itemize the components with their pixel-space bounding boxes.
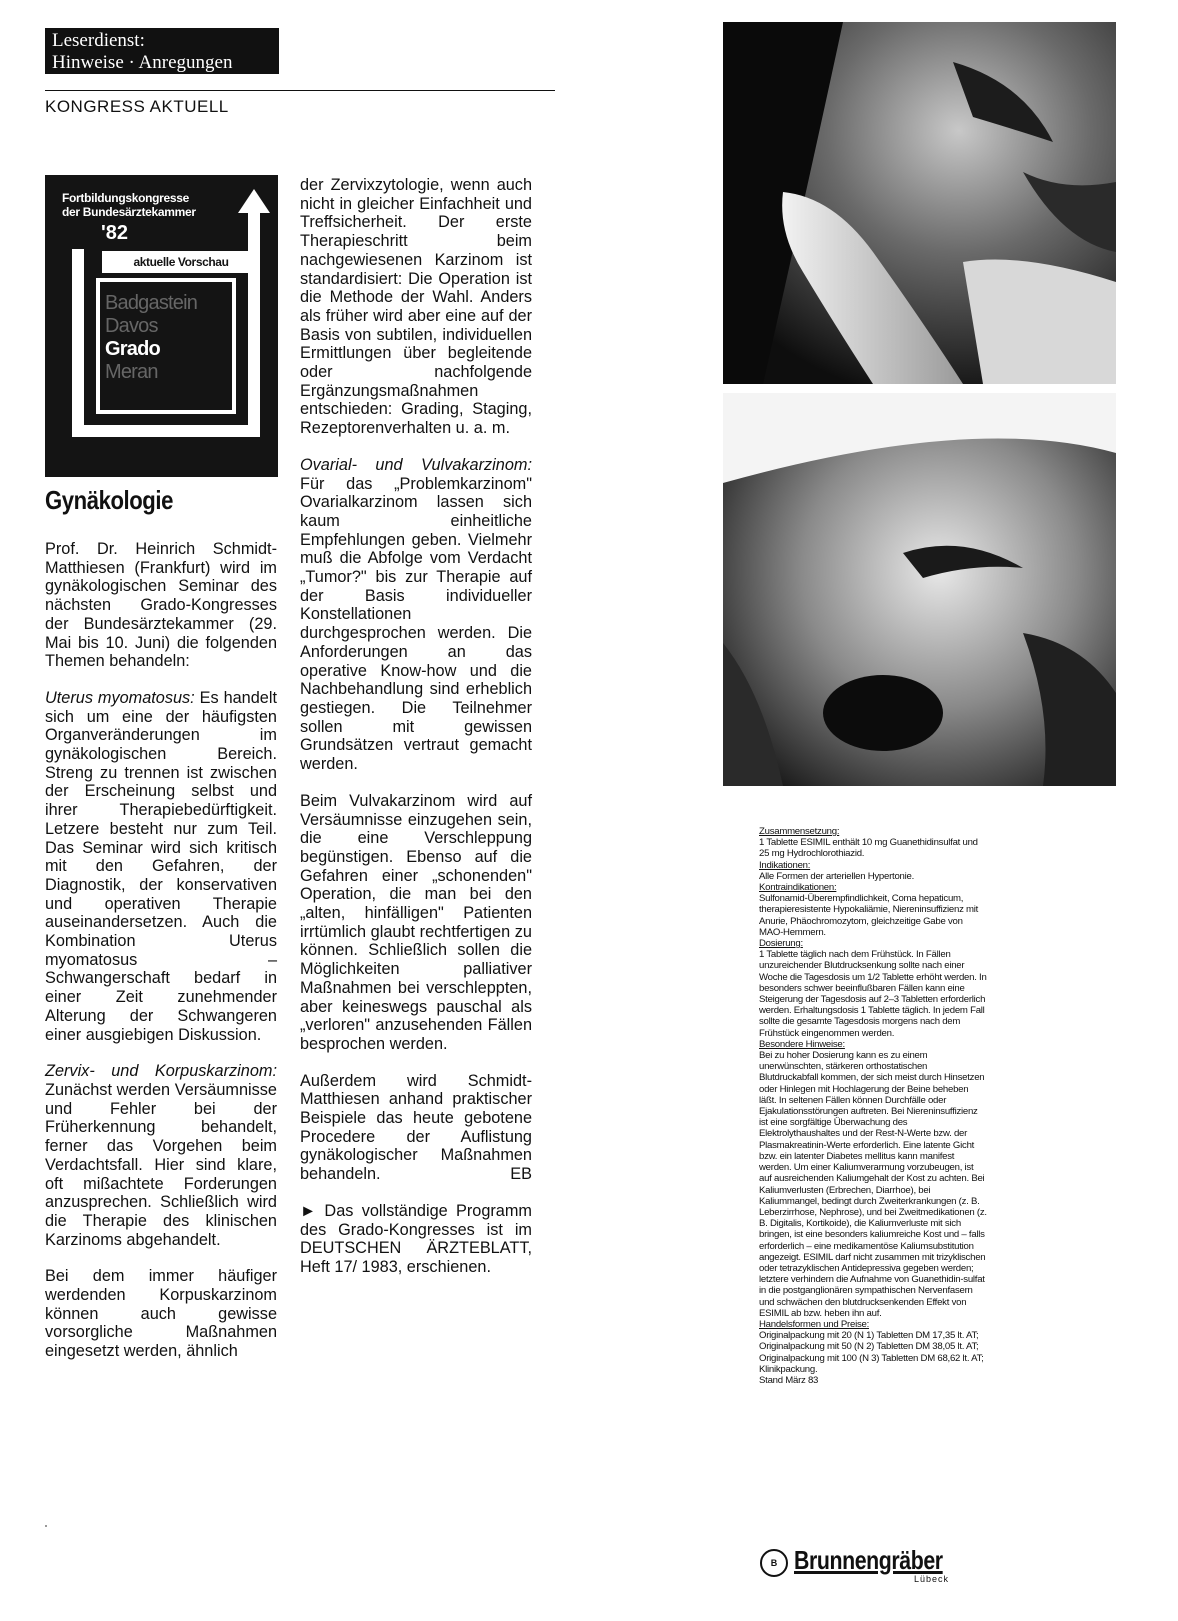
fact-body: 1 Tablette täglich nach dem Frühstück. In Fällen unzureichender Blutdrucksenkung sollte nach einer Woche die Tagesdosis um 1/2 Tablette erhöht werden. In besonders schwer beeinflußbaren Fällen kann eine Steigerung der Tagesdosis auf 2–3 Tabletten erforderlich werden. Erhaltungsdosis 1 Tablette täglich. In jedem Fall sollte die gesamte Tagesdosis morgens nach dem Frühstück eingenommen werden. xyxy=(759,949,987,1039)
page-mark xyxy=(45,1525,47,1527)
badge-line-2: Hinweise · Anregungen xyxy=(52,52,233,73)
paragraph: Prof. Dr. Heinrich Schmidt-Matthiesen (Frankfurt) wird im gynäkologischen Seminar des nächsten Grado-Kongresses der Bundesärztekammer (29. Mai bis 10. Juni) die folgenden Themen behandeln: xyxy=(45,540,277,671)
paragraph: Beim Vulvakarzinom wird auf Versäumnisse einzugehen sein, die eine Verschleppung begünstigen. Ebenso auf die Gefahren einer „schonenden" Operation, die man bei den „alten, hinfälligen" Patienten irrtümlich glaubt rechtfertigen zu können. Schließlich sollen die Möglichkeiten palliativer Maßnahmen bei verschleppten, aber keineswegs pauschal als „verloren" anzusehenden Fällen besprochen werden. xyxy=(300,791,532,1053)
fact-heading: Dosierung: xyxy=(759,938,803,950)
triangle-right-icon: ► xyxy=(300,1201,317,1220)
paragraph: der Zervixzytologie, wenn auch nicht in gleicher Einfachheit und Treffsicherheit. Der erste Therapieschritt beim nachgewiesenen Karzinom ist standardisiert: Die Operation ist die Methode der Wahl. Anders als früher wird aber eine auf der Basis von subtilen, individuellen Ermittlungen über begleitende oder nachfolgende Ergänzungsmaßnahmen entschieden: Grading, Staging, Rezeptorenverhalten u. a. m. xyxy=(300,176,532,438)
fact-body: Sulfonamid-Überempfindlichkeit, Coma hepaticum, therapieresistente Hypokaliämie, Niereninsuffizienz mit Anurie, Phäochromozytom, gleichzeitige Gabe von MAO-Hemmern. xyxy=(759,893,979,938)
fact-heading: Indikationen: xyxy=(759,859,811,871)
logo-title xyxy=(62,191,196,219)
paragraph-body: Es handelt sich um eine der häufigsten Organveränderungen im gynäkologischen Bereich. Streng zu trennen ist zwischen der Erscheinung selbst und ihrer Therapiebedürftigkeit. Letzere besteht nur zum Teil. Das Seminar wird sich kritisch mit den Gefahren, der Diagnostik, der konservativen und operativen Therapie auseinandersetzen. Auch die Kombination Uterus myomatosus – Schwangerschaft bedarf in einer Zeit zunehmender Alterung der Schwangeren einer ausgiebigen Diskussion. xyxy=(45,688,277,1044)
logo-cities xyxy=(105,292,197,384)
program-note xyxy=(300,1202,532,1277)
fact-heading: Zusammensetzung: xyxy=(759,826,840,837)
logo-tag: aktuelle Vorschau xyxy=(102,251,260,273)
fact-status: Stand März 83 xyxy=(759,1374,819,1386)
author-signature: EB xyxy=(510,1165,532,1184)
section-badge xyxy=(45,28,279,74)
arrow-shaft xyxy=(248,211,260,251)
logo-line-2: der Bundesärztekammer xyxy=(62,205,196,219)
paragraph-lead: Ovarial- und Vulvakarzinom: xyxy=(300,455,532,474)
city-davos: Davos xyxy=(105,315,158,337)
brand-name: Brunnengräber xyxy=(794,1545,943,1575)
badge-line-1: Leserdienst: xyxy=(52,30,145,51)
paragraph xyxy=(45,1062,277,1249)
rubric-title: KONGRESS AKTUELL xyxy=(45,97,229,116)
city-badgastein: Badgastein xyxy=(105,292,198,314)
fact-body: Originalpackung mit 20 (N 1) Tabletten DM 17,35 lt. AT; Originalpackung mit 50 (N 2) Tabletten DM 38,05 lt. AT; Originalpackung mit 100 (N 3) Tabletten DM 68,62 lt. AT; Klinikpackung. xyxy=(759,1330,984,1375)
fact-body: Alle Formen der arteriellen Hypertonie. xyxy=(759,870,915,882)
brand-logo xyxy=(760,1547,995,1587)
brand-city: Lübeck xyxy=(914,1574,950,1584)
paragraph-lead: Uterus myomatosus: xyxy=(45,688,195,707)
up-arrow-icon xyxy=(238,189,270,213)
article-column-2 xyxy=(300,176,532,1295)
paragraph-body: Zunächst werden Versäumnisse und Fehler bei der Früherkennung behandelt, ferner das Vorgehen beim Verdachtsfall. Hier sind klare, oft mißachtete Forderungen anzusprechen. Schließlich wird die Therapie des klinischen Karzinoms abgehandelt. xyxy=(45,1080,277,1249)
drug-fact-sheet xyxy=(759,826,987,1386)
fact-heading: Besondere Hinweise: xyxy=(759,1038,845,1050)
paragraph: Bei dem immer häufiger werdenden Korpuskarzinom können auch gewisse vorsorgliche Maßnahmen eingesetzt werden, ähnlich xyxy=(45,1267,277,1361)
header-rule xyxy=(45,90,555,91)
congress-logo xyxy=(45,175,278,477)
fact-body: 1 Tablette ESIMIL enthält 10 mg Guanethidinsulfat und 25 mg Hydrochlorothiazid. xyxy=(759,837,978,860)
paragraph-lead: Zervix- und Korpuskarzinom: xyxy=(45,1062,277,1081)
paragraph xyxy=(300,456,532,774)
fact-heading: Handelsformen und Preise: xyxy=(759,1318,870,1330)
paragraph xyxy=(45,689,277,1044)
paragraph-body: Für das „Problemkarzinom" Ovarialkarzinom lassen sich kaum einheitliche Empfehlungen geben. Vielmehr muß die Abfolge vom Verdacht „Tumor?" bis zur Therapie auf der Basis individueller Konstellationen durchgesprochen werden. Die Anforderungen an das operative Know-how und die Nachbehandlung sind erheblich gestiegen. Die Teilnehmer sollen mit gewissen Grundsätzen vertraut gemacht werden. xyxy=(300,474,532,774)
fact-body: Bei zu hoher Dosierung kann es zu einem unerwünschten, stärkeren orthostatischen Blutdruckabfall kommen, der sich meist durch Hinsetzen oder Hinlegen mit Hochlagerung der Beine beheben läßt. In seltenen Fällen können Durchfälle oder Ejakulationsstörungen auftreten. Bei Niereninsuffizienz ist eine sorgfältige Überwachung des Elektrolythaushaltes und der Rest-N-Werte bzw. der Plasmakreatinin-Werte erforderlich. Eine latente Gicht bzw. ein latenter Diabetes mellitus kann manifest werden. Um einer Kaliumverarmung vorzubeugen, ist auf ausreichenden Kaliumgehalt der Kost zu achten. Bei Kaliumverlusten (Erbrechen, Diarrhoe), bei Kaliummangel, bedingt durch Zweiterkrankungen (z. B. Leberzirrhose, Nephrose), und bei Zweitmedikationen (z. B. Digitalis, Kortikoide), die Kaliumverluste mit sich bringen, ist eine besonders kaliumreiche Kost und – falls erforderlich – eine medikamentöse Kaliumsubstitution angezeigt. ESIMIL darf nicht zusammen mit trizyklischen oder tetrazyklischen Antidepressiva gegeben werden; letztere verhindern die Aufnahme von Guanethidin-sulfat in die postganglionären sympathischen Nervenfasern und schwächen den blutdrucksenkenden Effekt von ESIMIL ab bzw. heben ihn auf. xyxy=(759,1050,987,1319)
article-heading: Gynäkologie xyxy=(45,485,173,515)
logo-line-1: Fortbildungskongresse xyxy=(62,191,190,205)
photo-face-hand xyxy=(723,22,1116,384)
city-meran: Meran xyxy=(105,361,158,383)
photo-face-yawning xyxy=(723,393,1116,786)
circle-emblem-icon: B xyxy=(760,1549,788,1577)
logo-year: '82 xyxy=(101,222,129,244)
program-note-text: Das vollständige Programm des Grado-Kongresses ist im DEUTSCHEN ÄRZTEBLATT, Heft 17/ 1983, erschienen. xyxy=(300,1201,532,1276)
paragraph xyxy=(300,1072,532,1184)
article-column-1 xyxy=(45,540,277,1379)
city-grado: Grado xyxy=(105,338,160,360)
fact-heading: Kontraindikationen: xyxy=(759,882,837,894)
paragraph-body: Außerdem wird Schmidt-Matthiesen anhand praktischer Beispiele das heute gebotene Procedere der Auflistung gynäkologischer Maßnahmen behandeln. xyxy=(300,1071,532,1184)
